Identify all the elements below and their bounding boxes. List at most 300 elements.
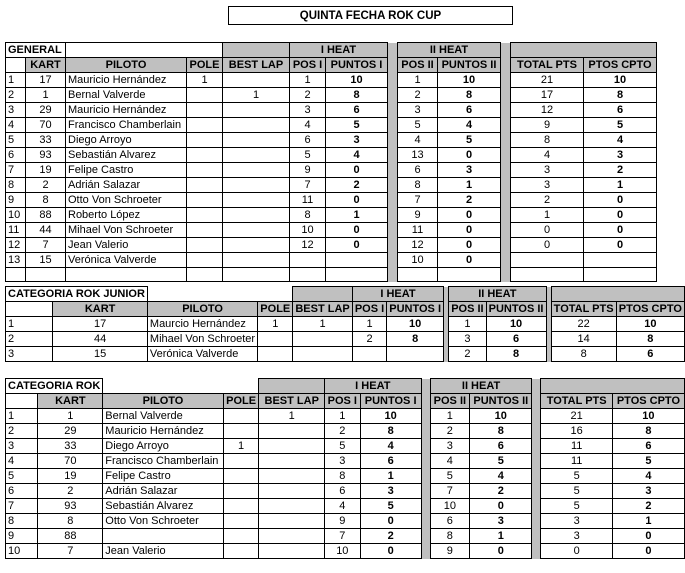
- points2-value: 1: [438, 178, 501, 193]
- table-row: [6, 253, 657, 268]
- table-row: [6, 347, 685, 362]
- empty-cell: [290, 268, 326, 282]
- heat2-title: II HEAT: [430, 379, 532, 394]
- points1-value: 0: [360, 544, 421, 559]
- heat1-title: I HEAT: [290, 43, 388, 58]
- points2-value: 6: [486, 332, 546, 347]
- kart-number: 19: [38, 469, 103, 484]
- total-points: 8: [511, 133, 584, 148]
- championship-points: 10: [584, 73, 657, 88]
- col-header-pts2: PUNTOS II: [470, 394, 532, 409]
- points2-value: 2: [470, 484, 532, 499]
- pos1-value: 3: [290, 103, 326, 118]
- gap-cell: [421, 439, 430, 454]
- pos1-value: 8: [324, 469, 360, 484]
- pos1-value: 1: [290, 73, 326, 88]
- total-points: 3: [541, 529, 612, 544]
- row-number: 13: [6, 253, 26, 268]
- total-points: 14: [551, 332, 616, 347]
- total-points: 22: [551, 317, 616, 332]
- gap-cell: [532, 544, 541, 559]
- pilot-name: Bernal Valverde: [103, 409, 223, 424]
- gap-cell: [501, 103, 511, 118]
- table-row: [6, 223, 657, 238]
- pilot-name: Adrián Salazar: [103, 484, 223, 499]
- best-lap-value: [223, 208, 290, 223]
- championship-points: 8: [584, 88, 657, 103]
- points2-value: 0: [438, 208, 501, 223]
- total-points: [511, 253, 584, 268]
- gap-cell: [388, 73, 398, 88]
- row-number: 11: [6, 223, 26, 238]
- pilot-name: Mauricio Hernández: [66, 73, 187, 88]
- pos2-value: 5: [398, 118, 438, 133]
- championship-points: 0: [584, 208, 657, 223]
- empty-cell: [326, 268, 388, 282]
- empty-cell: [223, 268, 290, 282]
- kart-number: 8: [38, 514, 103, 529]
- best-lap-value: [223, 193, 290, 208]
- pos2-value: 6: [430, 514, 469, 529]
- row-number: 7: [6, 163, 26, 178]
- col-header-best-lap: BEST LAP: [293, 302, 353, 317]
- gap-cell: [421, 394, 430, 409]
- row-number: 1: [6, 317, 53, 332]
- gap-cell: [501, 253, 511, 268]
- gap-cell: [388, 208, 398, 223]
- points1-value: 3: [326, 133, 388, 148]
- championship-points: 5: [584, 118, 657, 133]
- total-points: 3: [541, 514, 612, 529]
- row-number: 3: [6, 103, 26, 118]
- header-blank: [66, 43, 223, 58]
- kart-number: 33: [38, 439, 103, 454]
- best-lap-value: [259, 439, 325, 454]
- championship-points: 10: [612, 409, 684, 424]
- gap-cell: [421, 379, 430, 394]
- pilot-name: Sebastián Alvarez: [103, 499, 223, 514]
- gap-cell: [421, 454, 430, 469]
- col-header-piloto: PILOTO: [66, 58, 187, 73]
- points2-value: 8: [438, 88, 501, 103]
- total-points: 5: [541, 484, 612, 499]
- empty-cell: [501, 268, 511, 282]
- best-lap-value: [223, 178, 290, 193]
- header-blank: [147, 287, 292, 302]
- total-points: 5: [541, 469, 612, 484]
- pos1-value: 3: [324, 454, 360, 469]
- points2-value: 4: [470, 469, 532, 484]
- best-lap-value: 1: [259, 409, 325, 424]
- kart-number: 70: [26, 118, 66, 133]
- best-lap-value: [259, 514, 325, 529]
- points2-value: 0: [470, 544, 532, 559]
- points1-value: 8: [360, 424, 421, 439]
- pole-value: [187, 208, 223, 223]
- table-row: [6, 317, 685, 332]
- row-number: 2: [6, 332, 53, 347]
- best-lap-value: [259, 544, 325, 559]
- gap-cell: [388, 178, 398, 193]
- gap-cell: [532, 469, 541, 484]
- row-number: 2: [6, 424, 38, 439]
- championship-points: 5: [612, 454, 684, 469]
- gap-cell: [501, 118, 511, 133]
- pos1-value: [352, 347, 386, 362]
- col-header-cpto: PTOS CPTO: [616, 302, 684, 317]
- pos2-value: 10: [398, 253, 438, 268]
- total-points: 5: [541, 499, 612, 514]
- points1-value: 10: [360, 409, 421, 424]
- championship-points: 4: [612, 469, 684, 484]
- kart-number: 70: [38, 454, 103, 469]
- pole-value: [223, 529, 259, 544]
- empty-cell: [6, 268, 26, 282]
- pos1-value: 7: [290, 178, 326, 193]
- pilot-name: Bernal Valverde: [66, 88, 187, 103]
- gap-cell: [501, 73, 511, 88]
- total-points: 4: [511, 148, 584, 163]
- pole-value: [223, 469, 259, 484]
- table-row: [6, 439, 685, 454]
- kart-number: 29: [26, 103, 66, 118]
- pos2-value: 10: [430, 499, 469, 514]
- pilot-name: Jean Valerio: [66, 238, 187, 253]
- heat1-blank: [259, 379, 325, 394]
- pos1-value: 2: [290, 88, 326, 103]
- pos2-value: 1: [398, 73, 438, 88]
- total-points: 0: [511, 223, 584, 238]
- pilot-name: Otto Von Schroeter: [103, 514, 223, 529]
- best-lap-value: [223, 238, 290, 253]
- pos2-value: 8: [398, 178, 438, 193]
- gap-cell: [532, 484, 541, 499]
- section-title: CATEGORIA ROK: [6, 379, 103, 394]
- points2-value: 5: [438, 133, 501, 148]
- empty-cell: [584, 268, 657, 282]
- rok-table: [5, 378, 685, 559]
- kart-number: 7: [38, 544, 103, 559]
- table-row: [6, 469, 685, 484]
- gap-cell: [501, 238, 511, 253]
- points2-value: 6: [438, 103, 501, 118]
- points1-value: 0: [326, 223, 388, 238]
- total-points: 3: [511, 163, 584, 178]
- pos1-value: 10: [324, 544, 360, 559]
- gap-cell: [388, 118, 398, 133]
- best-lap-value: [259, 484, 325, 499]
- points1-value: 4: [360, 439, 421, 454]
- best-lap-value: [223, 253, 290, 268]
- empty-cell: [398, 268, 438, 282]
- pos1-value: 4: [290, 118, 326, 133]
- col-header-pos1: POS I: [324, 394, 360, 409]
- points1-value: 0: [326, 238, 388, 253]
- gap-cell: [532, 454, 541, 469]
- pos2-value: 7: [398, 193, 438, 208]
- table-row: [6, 148, 657, 163]
- gap-cell: [501, 43, 511, 58]
- row-number: 9: [6, 193, 26, 208]
- gap-cell: [501, 163, 511, 178]
- total-points: 0: [541, 544, 612, 559]
- rok-junior-table: [5, 286, 685, 362]
- empty-cell: [66, 268, 187, 282]
- gap-cell: [388, 43, 398, 58]
- kart-number: 7: [26, 238, 66, 253]
- points2-value: 10: [486, 317, 546, 332]
- points1-value: 8: [326, 88, 388, 103]
- best-lap-value: [223, 163, 290, 178]
- pole-value: [258, 347, 293, 362]
- pole-value: [223, 514, 259, 529]
- pole-value: [223, 499, 259, 514]
- kart-number: 2: [26, 178, 66, 193]
- row-number: 3: [6, 439, 38, 454]
- kart-number: 44: [53, 332, 148, 347]
- pilot-name: Sebastián Alvarez: [66, 148, 187, 163]
- kart-number: 1: [26, 88, 66, 103]
- row-number: 9: [6, 529, 38, 544]
- pos1-value: 12: [290, 238, 326, 253]
- pole-value: [187, 118, 223, 133]
- kart-number: 15: [26, 253, 66, 268]
- total-points: 0: [511, 238, 584, 253]
- pos2-value: 5: [430, 469, 469, 484]
- championship-points: 6: [584, 103, 657, 118]
- pos1-value: 6: [290, 133, 326, 148]
- best-lap-value: [293, 347, 353, 362]
- best-lap-value: [293, 332, 353, 347]
- gap-cell: [388, 253, 398, 268]
- totals-blank: [541, 379, 685, 394]
- championship-points: 3: [584, 148, 657, 163]
- pos2-value: 1: [449, 317, 486, 332]
- pos2-value: 4: [398, 133, 438, 148]
- pos1-value: 4: [324, 499, 360, 514]
- kart-number: 15: [53, 347, 148, 362]
- points2-value: 8: [470, 424, 532, 439]
- pole-value: [223, 544, 259, 559]
- pos1-value: 1: [352, 317, 386, 332]
- championship-points: 0: [584, 223, 657, 238]
- championship-points: 2: [612, 499, 684, 514]
- gap-cell: [532, 529, 541, 544]
- points1-value: 6: [360, 454, 421, 469]
- col-header-pos2: POS II: [449, 302, 486, 317]
- pos2-value: 4: [430, 454, 469, 469]
- heat1-title: I HEAT: [352, 287, 443, 302]
- col-header-pole: POLE: [187, 58, 223, 73]
- heat1-title: I HEAT: [324, 379, 421, 394]
- kart-number: 88: [38, 529, 103, 544]
- pos2-value: 12: [398, 238, 438, 253]
- pos1-value: 6: [324, 484, 360, 499]
- points2-value: 3: [438, 163, 501, 178]
- col-num-header: [6, 302, 53, 317]
- heat1-blank: [223, 43, 290, 58]
- championship-points: 8: [612, 424, 684, 439]
- pilot-name: Mauricio Hernández: [103, 424, 223, 439]
- col-header-pos1: POS I: [290, 58, 326, 73]
- kart-number: 17: [53, 317, 148, 332]
- row-number: 1: [6, 409, 38, 424]
- points1-value: 1: [360, 469, 421, 484]
- pos2-value: 7: [430, 484, 469, 499]
- pilot-name: Felipe Castro: [66, 163, 187, 178]
- pilot-name: Otto Von Schroeter: [66, 193, 187, 208]
- col-header-pos2: POS II: [398, 58, 438, 73]
- col-header-pole: POLE: [258, 302, 293, 317]
- pilot-name: Adrián Salazar: [66, 178, 187, 193]
- gap-cell: [501, 88, 511, 103]
- section-title: CATEGORIA ROK JUNIOR: [6, 287, 148, 302]
- table-row: [6, 514, 685, 529]
- row-number: 5: [6, 469, 38, 484]
- row-number: 12: [6, 238, 26, 253]
- table-row: [6, 484, 685, 499]
- col-header-best-lap: BEST LAP: [259, 394, 325, 409]
- total-points: 8: [551, 347, 616, 362]
- points1-value: 6: [326, 103, 388, 118]
- championship-points: [584, 253, 657, 268]
- championship-points: 4: [584, 133, 657, 148]
- gap-cell: [421, 499, 430, 514]
- col-header-pts2: PUNTOS II: [486, 302, 546, 317]
- gap-cell: [501, 193, 511, 208]
- pole-value: [223, 454, 259, 469]
- pos1-value: 11: [290, 193, 326, 208]
- best-lap-value: [223, 133, 290, 148]
- pole-value: [187, 253, 223, 268]
- gap-cell: [388, 103, 398, 118]
- pilot-name: [103, 529, 223, 544]
- points2-value: 0: [438, 148, 501, 163]
- header-blank: [103, 379, 259, 394]
- total-points: 1: [511, 208, 584, 223]
- pilot-name: Felipe Castro: [103, 469, 223, 484]
- points2-value: 2: [438, 193, 501, 208]
- pole-value: 1: [258, 317, 293, 332]
- gap-cell: [421, 409, 430, 424]
- points2-value: 10: [470, 409, 532, 424]
- pole-value: [187, 88, 223, 103]
- points2-value: 1: [470, 529, 532, 544]
- table-row: [6, 118, 657, 133]
- pole-value: [187, 193, 223, 208]
- total-points: 11: [541, 439, 612, 454]
- col-header-kart: KART: [26, 58, 66, 73]
- pilot-name: Roberto López: [66, 208, 187, 223]
- pole-value: [187, 163, 223, 178]
- points2-value: 10: [438, 73, 501, 88]
- pilot-name: Verónica Valverde: [66, 253, 187, 268]
- table-row: [6, 193, 657, 208]
- points1-value: [387, 347, 444, 362]
- points1-value: 4: [326, 148, 388, 163]
- totals-blank: [511, 43, 657, 58]
- championship-points: 8: [616, 332, 684, 347]
- row-number: 10: [6, 208, 26, 223]
- pilot-name: Francisco Chamberlain: [66, 118, 187, 133]
- pilot-name: Diego Arroyo: [66, 133, 187, 148]
- points1-value: 5: [326, 118, 388, 133]
- best-lap-value: [223, 223, 290, 238]
- row-number: 6: [6, 148, 26, 163]
- pole-value: [223, 484, 259, 499]
- gap-cell: [388, 58, 398, 73]
- points2-value: 0: [470, 499, 532, 514]
- table-row: [6, 424, 685, 439]
- row-number: 1: [6, 73, 26, 88]
- col-header-cpto: PTOS CPTO: [584, 58, 657, 73]
- pole-value: 1: [223, 439, 259, 454]
- gap-cell: [532, 514, 541, 529]
- points2-value: 5: [470, 454, 532, 469]
- table-row: [6, 133, 657, 148]
- row-number: 3: [6, 347, 53, 362]
- heat2-title: II HEAT: [398, 43, 501, 58]
- gap-cell: [501, 58, 511, 73]
- total-points: 11: [541, 454, 612, 469]
- kart-number: 19: [26, 163, 66, 178]
- best-lap-value: [223, 118, 290, 133]
- total-points: 17: [511, 88, 584, 103]
- gap-cell: [388, 163, 398, 178]
- table-row: [6, 88, 657, 103]
- gap-cell: [501, 178, 511, 193]
- kart-number: 29: [38, 424, 103, 439]
- points1-value: 0: [326, 193, 388, 208]
- gap-cell: [421, 469, 430, 484]
- gap-cell: [421, 529, 430, 544]
- best-lap-value: [223, 148, 290, 163]
- points2-value: 0: [438, 223, 501, 238]
- section-title: GENERAL: [6, 43, 66, 58]
- championship-points: 3: [612, 484, 684, 499]
- pilot-name: Mihael Von Schroeter: [66, 223, 187, 238]
- gap-cell: [501, 133, 511, 148]
- table-row: [6, 544, 685, 559]
- points1-value: 3: [360, 484, 421, 499]
- best-lap-value: [259, 529, 325, 544]
- pole-value: [187, 148, 223, 163]
- total-points: 9: [511, 118, 584, 133]
- empty-cell: [187, 268, 223, 282]
- table-row: [6, 529, 685, 544]
- points1-value: [326, 253, 388, 268]
- gap-cell: [501, 223, 511, 238]
- row-number: 8: [6, 514, 38, 529]
- gap-cell: [388, 223, 398, 238]
- points1-value: 8: [387, 332, 444, 347]
- gap-cell: [532, 409, 541, 424]
- row-number: 7: [6, 499, 38, 514]
- championship-points: 1: [612, 514, 684, 529]
- pos2-value: 2: [430, 424, 469, 439]
- col-header-total: TOTAL PTS: [541, 394, 612, 409]
- col-header-pole: POLE: [223, 394, 259, 409]
- pole-value: [223, 424, 259, 439]
- pole-value: [187, 238, 223, 253]
- col-header-total: TOTAL PTS: [511, 58, 584, 73]
- championship-points: 0: [584, 238, 657, 253]
- total-points: 3: [511, 178, 584, 193]
- points1-value: 10: [387, 317, 444, 332]
- best-lap-value: [259, 454, 325, 469]
- best-lap-value: [223, 103, 290, 118]
- table-row: [6, 73, 657, 88]
